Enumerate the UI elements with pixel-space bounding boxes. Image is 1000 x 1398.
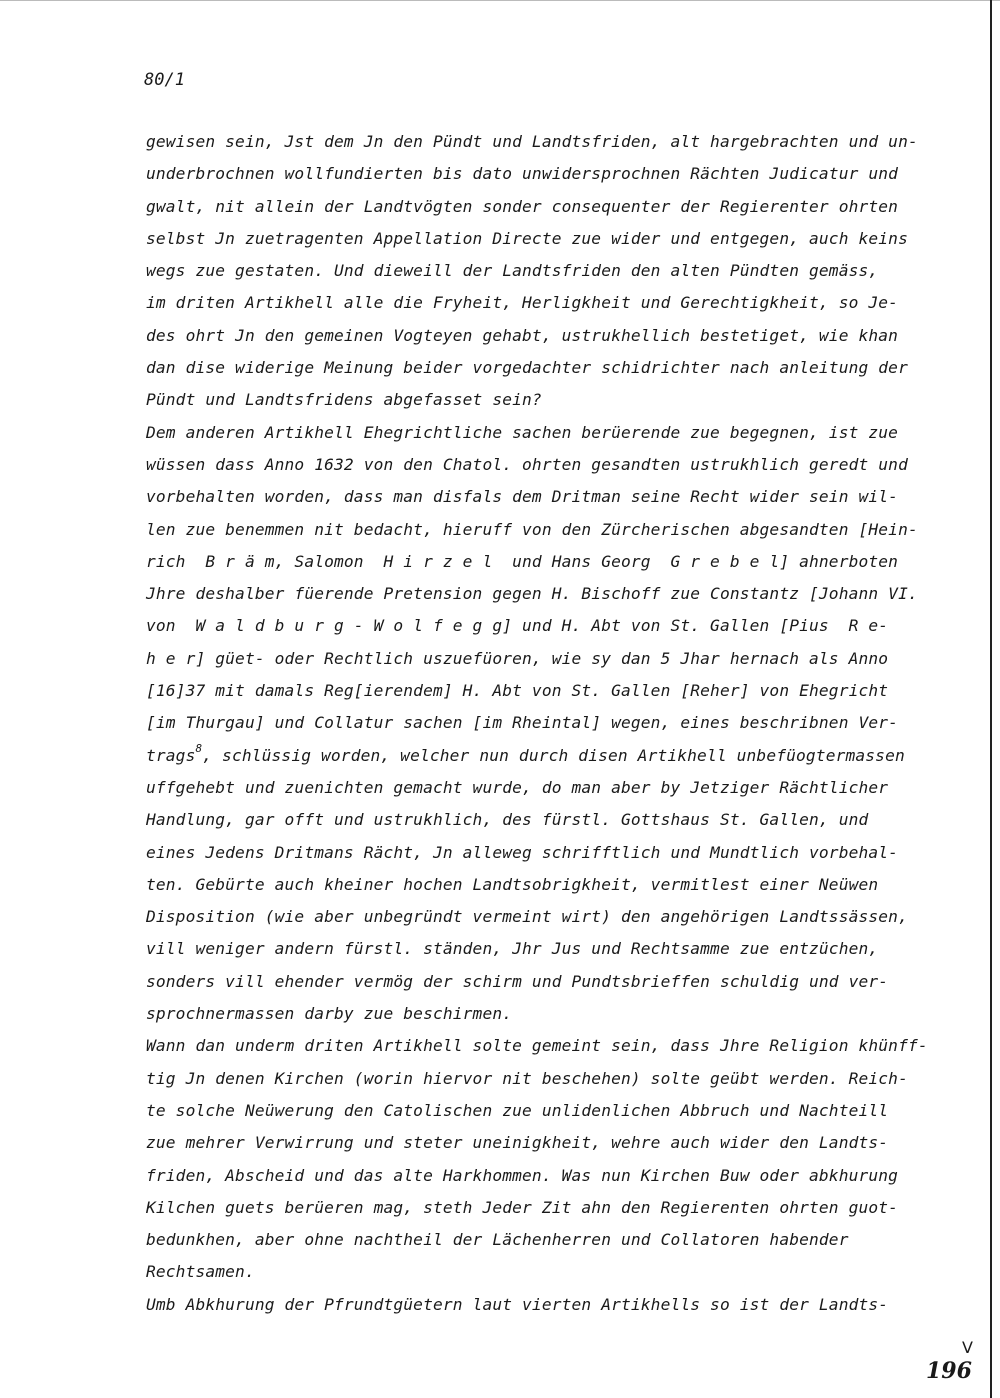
text-line: Jhre deshalber füerende Pretension gegen H. Bischoff zue Constantz [Johann VI. [146, 584, 918, 604]
text-line: zue mehrer Verwirrung und steter uneinigkheit, wehre auch wider den Landts- [146, 1133, 889, 1153]
text-line: gewisen sein, Jst dem Jn den Pündt und Landtsfriden, alt hargebrachten und un- [146, 132, 918, 151]
text-line: friden, Abscheid und das alte Harkhommen. Was nun Kirchen Buw oder abkhurung [146, 1165, 899, 1185]
text-line: sonders vill ehender vermög der schirm und Pundtsbrieffen schuldig und ver- [146, 971, 889, 991]
text-line: wüssen dass Anno 1632 von den Chatol. ohrten gesandten ustrukhlich geredt und [146, 454, 908, 474]
text-line: gwalt, nit allein der Landtvögten sonder consequenter der Regierenter ohrten [146, 196, 899, 216]
text-line: h e r] güet- oder Rechtlich uszuefüoren, wie sy dan 5 Jhar hernach als Anno [146, 648, 889, 668]
text-line: Dem anderen Artikhell Ehegrichtliche sachen berüerende zue begegnen, ist zue [146, 422, 899, 442]
text-line: Rechtsamen. [146, 1262, 255, 1282]
text-line: te solche Neüwerung den Catolischen zue unlidenlichen Abbruch und Nachteill [146, 1100, 889, 1120]
scan-edge-right [990, 0, 992, 1398]
text-line: uffgehebt und zuenichten gemacht wurde, do man aber by Jetziger Rächtlicher [146, 777, 889, 797]
text-line: [im Thurgau] und Collatur sachen [im Rheintal] wegen, eines beschribnen Ver- [146, 713, 899, 733]
text-line: len zue benemmen nit bedacht, hieruff von den Zürcherischen abgesandten [Hein- [146, 519, 918, 539]
scan-edge-top [0, 0, 1000, 1]
text-line: selbst Jn zuetragenten Appellation Directe zue wider und entgegen, auch keins [146, 228, 908, 248]
folio-check-mark: V [962, 1338, 973, 1357]
text-line: vill weniger andern fürstl. ständen, Jhr Jus und Rechtsamme zue entzüchen, [146, 939, 879, 959]
text-line: Disposition (wie aber unbegründt vermeint wirt) den angehörigen Landtssässen, [146, 907, 908, 927]
text-line: des ohrt Jn den gemeinen Vogteyen gehabt, ustrukhellich bestetiget, wie khan [146, 325, 899, 345]
text-line: tig Jn denen Kirchen (worin hiervor nit beschehen) solte geübt werden. Reich- [146, 1068, 908, 1088]
text-line: wegs zue gestaten. Und dieweill der Landtsfriden den alten Pündten gemäss, [146, 261, 879, 281]
text-line-with-footnote [146, 740, 946, 772]
footnote-mark: 8 [195, 741, 203, 755]
text-line: [16]37 mit damals Reg[ierendem] H. Abt von St. Gallen [Reher] von Ehegricht [146, 681, 889, 701]
text-line: rich B r ä m, Salomon H i r z e l und Hans Georg G r e b e l] ahnerboten [146, 551, 899, 571]
text-line: vorbehalten worden, dass man disfals dem Dritman seine Recht wider sein wil- [146, 487, 899, 507]
text-line: dan dise widerige Meinung beider vorgedachter schidrichter nach anleitung der [146, 358, 908, 378]
text-line: Umb Abkhurung der Pfrundtgüetern laut vierten Artikhells so ist der Landts- [146, 1294, 889, 1314]
document-body [146, 126, 946, 1321]
text-line: sprochnermassen darby zue beschirmen. [146, 1004, 513, 1024]
page-number: 80/1 [144, 70, 185, 90]
text-line: Wann dan underm driten Artikhell solte gemeint sein, dass Jhre Religion khünff- [146, 1036, 928, 1056]
text-line: eines Jedens Dritmans Rächt, Jn alleweg schrifftlich und Mundtlich vorbehal- [146, 842, 899, 862]
text-line: Kilchen guets berüeren mag, steth Jeder Zit ahn den Regierenten ohrten guot- [146, 1197, 899, 1217]
text-line: im driten Artikhell alle die Fryheit, Herligkheit und Gerechtigkheit, so Je- [146, 293, 899, 313]
text-line: bedunkhen, aber ohne nachtheil der Lächenherren und Collatoren habender [146, 1230, 849, 1250]
text-line: Handlung, gar offt und ustrukhlich, des fürstl. Gottshaus St. Gallen, und [146, 810, 869, 830]
text-line-start: trags [146, 745, 196, 765]
text-line-rest: , schlüssig worden, welcher nun durch disen Artikhell unbefüogtermassen [202, 745, 905, 765]
text-line: Pündt und Landtsfridens abgefasset sein? [146, 390, 542, 410]
folio-number: 196 [926, 1358, 972, 1384]
text-line: ten. Gebürte auch kheiner hochen Landtsobrigkheit, vermitlest einer Neüwen [146, 874, 879, 894]
text-line: underbrochnen wollfundierten bis dato unwidersprochnen Rächten Judicatur und [146, 164, 899, 184]
text-line: von W a l d b u r g - W o l f e g g] und H. Abt von St. Gallen [Pius R e- [146, 616, 889, 636]
